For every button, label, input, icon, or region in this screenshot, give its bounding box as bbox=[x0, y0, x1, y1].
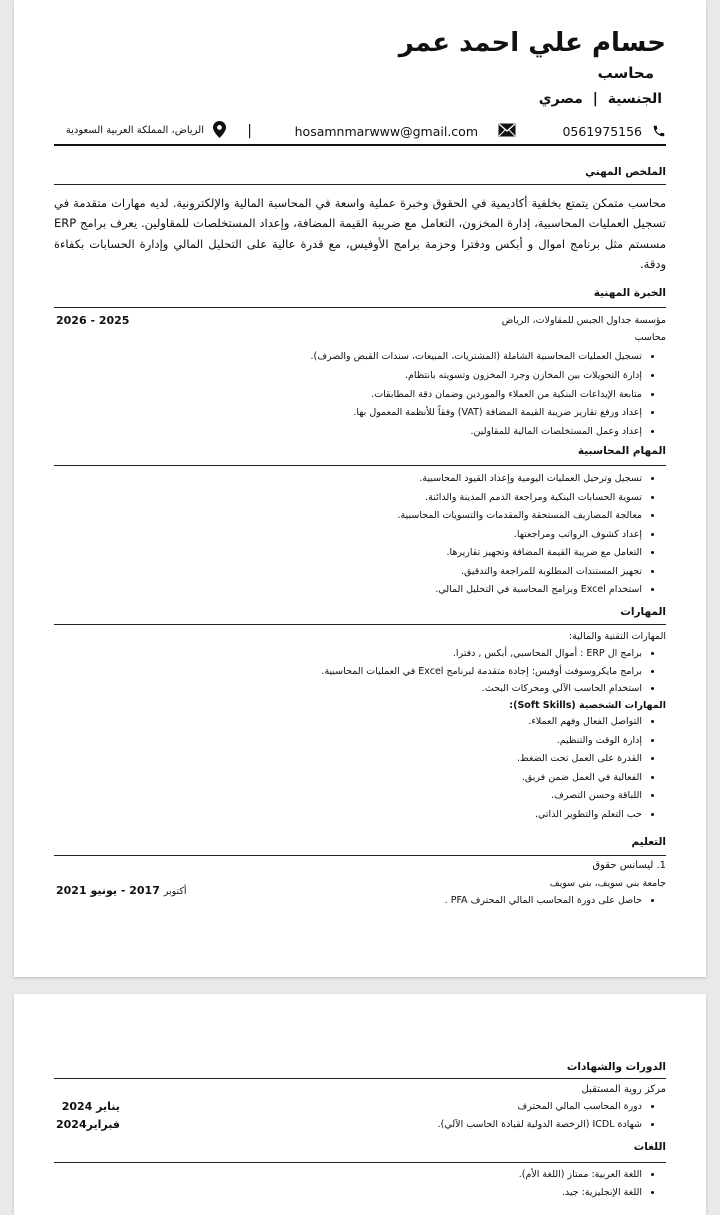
soft-skill-bullet: • الفعالية في العمل ضمن فريق. bbox=[54, 769, 642, 788]
skills-divider bbox=[54, 624, 666, 625]
experience-bullet: • إدارة التحويلات بين المخازن وجرد المخزون وتسويته بانتظام. bbox=[54, 367, 642, 386]
contact-bar bbox=[54, 121, 666, 143]
soft-skills-title: المهارات الشخصية (Soft Skills): bbox=[509, 700, 666, 711]
nationality bbox=[539, 91, 662, 107]
soft-skill-bullet: • حب التعلم والتطوير الذاتي. bbox=[54, 806, 642, 825]
experience-bullet: • تسجيل العمليات المحاسبية الشاملة (المشتريات، المبيعات، سندات القبض والصرف). bbox=[54, 348, 642, 367]
phone-contact[interactable] bbox=[562, 124, 666, 139]
experience-list bbox=[54, 348, 666, 442]
education-university: جامعة بني سويف، بني سويف bbox=[549, 878, 666, 889]
education-divider bbox=[54, 855, 666, 856]
task-bullet: • التعامل مع ضريبة القيمة المضافة وتجهيز تقاريرها. bbox=[54, 544, 642, 563]
tasks-list bbox=[54, 470, 666, 600]
experience-bullet: • إعداد وعمل المستخلصات المالية للمقاولين. bbox=[54, 423, 642, 442]
course-date: فبراير2024 bbox=[56, 1117, 120, 1131]
phone-number: 0561975156 bbox=[562, 124, 643, 139]
resume-page-1 bbox=[14, 0, 706, 977]
technical-skills-title: المهارات التقنية والمالية: bbox=[568, 631, 666, 642]
education-title: التعليم bbox=[631, 836, 666, 848]
technical-skill-bullet: • برامج مايكروسوفت أوفيس: إجادة متقدمة لبرنامج Excel في العمليات المحاسبية. bbox=[54, 663, 642, 681]
education-list bbox=[54, 892, 666, 910]
soft-skill-bullet: • اللباقة وحسن التصرف. bbox=[54, 787, 642, 806]
contact-separator: | bbox=[247, 123, 252, 139]
experience-dates: 2026 - 2025 bbox=[56, 314, 130, 327]
task-bullet: • تجهيز المستندات المطلوبة للمراجعة والتدقيق. bbox=[54, 563, 642, 582]
technical-skill-bullet: • برامج ال ERP : أموال المحاسبي, أبكس , دفترا. bbox=[54, 645, 642, 663]
envelope-icon bbox=[498, 123, 516, 137]
experience-bullet: • متابعة الإيداعات البنكية من العملاء والموردين وضمان دقة المطابقات. bbox=[54, 386, 642, 405]
experience-role: محاسب bbox=[634, 332, 666, 343]
task-bullet: • معالجة المصاريف المستحقة والمقدمات والتسويات المحاسبية. bbox=[54, 507, 642, 526]
resume-page-2 bbox=[14, 994, 706, 1215]
soft-skill-bullet: • إدارة الوقت والتنظيم. bbox=[54, 732, 642, 751]
languages-list bbox=[54, 1166, 666, 1201]
task-bullet: • إعداد كشوف الرواتب ومراجعتها. bbox=[54, 526, 642, 545]
courses-dates bbox=[56, 1098, 120, 1133]
summary-divider bbox=[54, 184, 666, 185]
location-pin-icon bbox=[213, 121, 226, 138]
soft-skill-bullet: • التواصل الفعال وفهم العملاء. bbox=[54, 713, 642, 732]
email-contact[interactable]: hosamnmarwww@gmail.com bbox=[294, 124, 478, 139]
location-text: الرياض، المملكة العربية السعودية bbox=[65, 125, 204, 136]
tasks-title: المهام المحاسبية bbox=[577, 445, 666, 457]
experience-title: الخبرة المهنية bbox=[593, 287, 666, 299]
location-pin-icon-wrap bbox=[213, 121, 226, 138]
education-bullet: • حاصل على دورة المحاسب المالي المحترف PFA . bbox=[54, 892, 642, 910]
course-date: يناير 2024 bbox=[61, 1100, 120, 1113]
envelope-icon-wrap bbox=[498, 123, 516, 137]
soft-skill-bullet: • القدرة على العمل تحت الضغط. bbox=[54, 750, 642, 769]
experience-company: مؤسسة جداول الجبس للمقاولات، الرياض bbox=[501, 315, 666, 326]
courses-title: الدورات والشهادات bbox=[566, 1061, 666, 1073]
languages-title: اللغات bbox=[633, 1141, 666, 1153]
technical-skills-list bbox=[54, 645, 666, 698]
language-bullet: • اللغة الإنجليزية: جيد. bbox=[54, 1184, 642, 1202]
nationality-value: مصري bbox=[538, 91, 583, 107]
tasks-divider bbox=[54, 465, 666, 466]
header-divider bbox=[54, 144, 666, 146]
education-degree: 1. ليسانس حقوق bbox=[592, 860, 666, 871]
phone-icon bbox=[652, 124, 666, 138]
languages-divider bbox=[54, 1162, 666, 1163]
courses-list bbox=[54, 1098, 666, 1133]
candidate-name: حسام علي احمد عمر bbox=[398, 28, 666, 58]
summary-text: محاسب متمكن يتمتع بخلفية أكاديمية في الحقوق وخبرة عملية واسعة في المحاسبة المالية والإلكترونية. لديه مهارات متقدمة في تسجيل العمليات المحاسبية، إدارة المخزون، التعامل مع ضريبة القيمة المضافة، وإعداد المستخلصات للمقاولين. يعرف برامج ERP مسستم مثل برنامج اموال و أبكس ودفترا وحزمة برامج الأوفيس، مع قدرة عالية على التحليل المالي وإدارة الحسابات بكفاءة ودقة. bbox=[54, 196, 666, 271]
courses-divider bbox=[54, 1078, 666, 1079]
experience-divider bbox=[54, 307, 666, 308]
job-title: محاسب bbox=[597, 64, 654, 82]
language-bullet: • اللغة العربية: ممتاز (اللغة الأم). bbox=[54, 1166, 642, 1184]
course-bullet: • شهادة ICDL (الرخصة الدولية لقيادة الحاسب الآلي). bbox=[54, 1116, 642, 1134]
summary-title: الملخص المهني bbox=[585, 166, 666, 178]
technical-skill-bullet: • استخدام الحاسب الآلي ومحركات البحث. bbox=[54, 680, 642, 698]
nationality-separator: | bbox=[592, 91, 598, 107]
soft-skills-list bbox=[54, 713, 666, 824]
courses-center: مركز روية المستقبل bbox=[581, 1084, 666, 1095]
experience-bullet: • إعداد ورفع تقارير ضريبة القيمة المضافة (VAT) وفقاً للأنظمة المعمول بها. bbox=[54, 404, 642, 423]
task-bullet: • استخدام Excel وبرامج المحاسبة في التحليل المالي. bbox=[54, 581, 642, 600]
task-bullet: • تسجيل وترحيل العمليات اليومية وإعداد القيود المحاسبية. bbox=[54, 470, 642, 489]
skills-title: المهارات bbox=[620, 606, 666, 618]
task-bullet: • تسوية الحسابات البنكية ومراجعة الذمم المدينة والدائنة. bbox=[54, 489, 642, 508]
course-bullet: • دورة المحاسب المالي المحترف bbox=[54, 1098, 642, 1116]
education-dates-month: أكتوبر bbox=[163, 886, 187, 897]
education-dates-rest: 2017 - يونيو 2021 bbox=[56, 884, 160, 897]
nationality-label: الجنسية bbox=[607, 91, 662, 107]
